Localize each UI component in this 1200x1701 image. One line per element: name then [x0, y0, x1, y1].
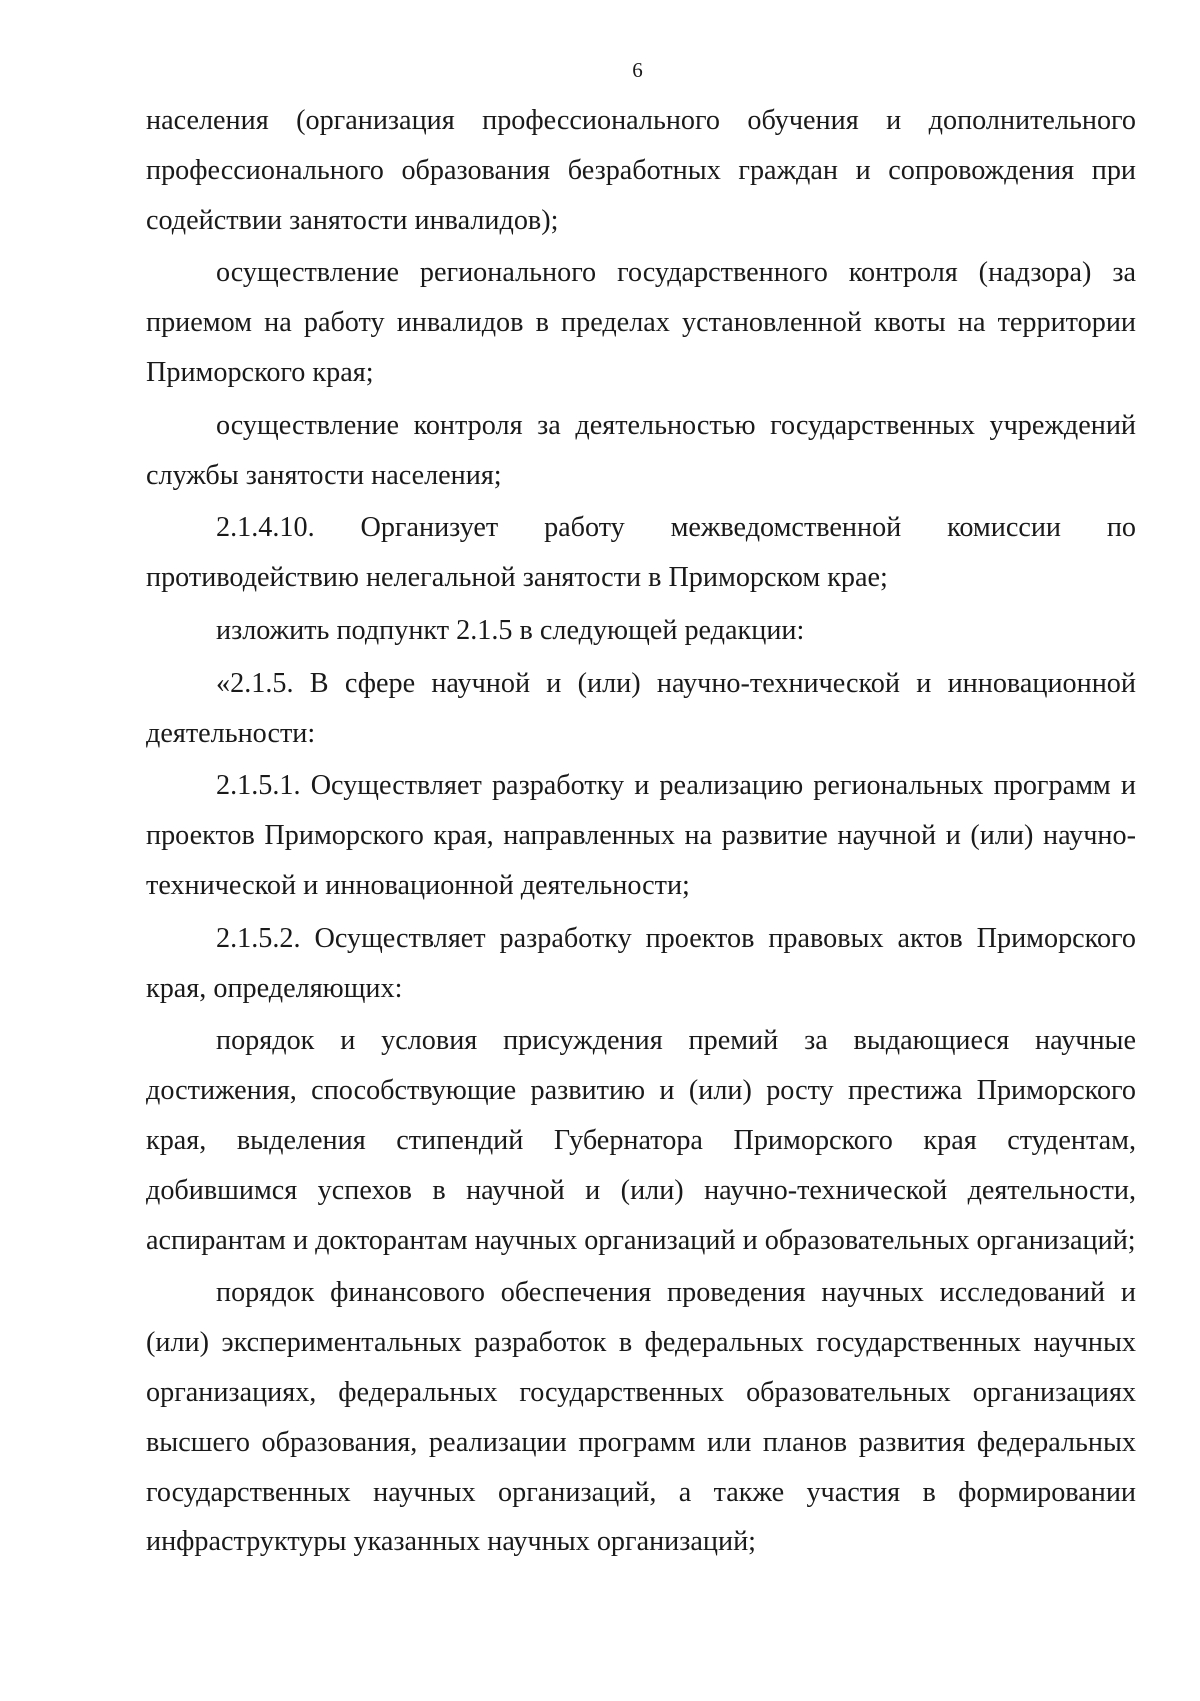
paragraph-2-1-5: «2.1.5. В сфере научной и (или) научно-технической и инновационной деятельности:	[146, 667, 1136, 749]
page-number: 6	[632, 58, 643, 82]
paragraph-amendment-intro: изложить подпункт 2.1.5 в следующей редакции:	[216, 614, 805, 646]
paragraph-awards-procedure: порядок и условия присуждения премий за выдающиеся научные достижения, способствующие развитию и (или) росту престижа Приморского края, выделения стипендий Губернатора Приморского края студентам, добившимся успехов в научной и (или) научно-технической деятельности, аспирантам и докторантам научных организаций и образовательных организаций;	[146, 1025, 1136, 1256]
paragraph-continuation: населения (организация профессионального обучения и дополнительного профессионального образования безработных граждан и сопровождения при содействии занятости инвалидов);	[146, 105, 1136, 236]
paragraph-funding-procedure: порядок финансового обеспечения проведения научных исследований и (или) экспериментальных разработок в федеральных государственных научных организациях, федеральных государственных образовательных организациях высшего образования, реализации программ или планов развития федеральных государственных научных организаций, а также участия в формировании инфраструктуры указанных научных организаций;	[146, 1277, 1136, 1558]
paragraph-2-1-5-2: 2.1.5.2. Осуществляет разработку проектов правовых актов Приморского края, определяющих:	[146, 922, 1136, 1004]
paragraph-control-institutions: осуществление контроля за деятельностью государственных учреждений службы занятости населения;	[146, 409, 1136, 491]
paragraph-2-1-5-1: 2.1.5.1. Осуществляет разработку и реализацию региональных программ и проектов Приморского края, направленных на развитие научной и (или) научно-технической и инновационной деятельности;	[146, 770, 1136, 901]
paragraph-2-1-4-10: 2.1.4.10. Организует работу межведомственной комиссии по противодействию нелегальной занятости в Приморском крае;	[146, 512, 1136, 594]
paragraph-regional-control: осуществление регионального государственного контроля (надзора) за приемом на работу инвалидов в пределах установленной квоты на территории Приморского края;	[146, 257, 1136, 388]
document-body	[146, 96, 1136, 1567]
